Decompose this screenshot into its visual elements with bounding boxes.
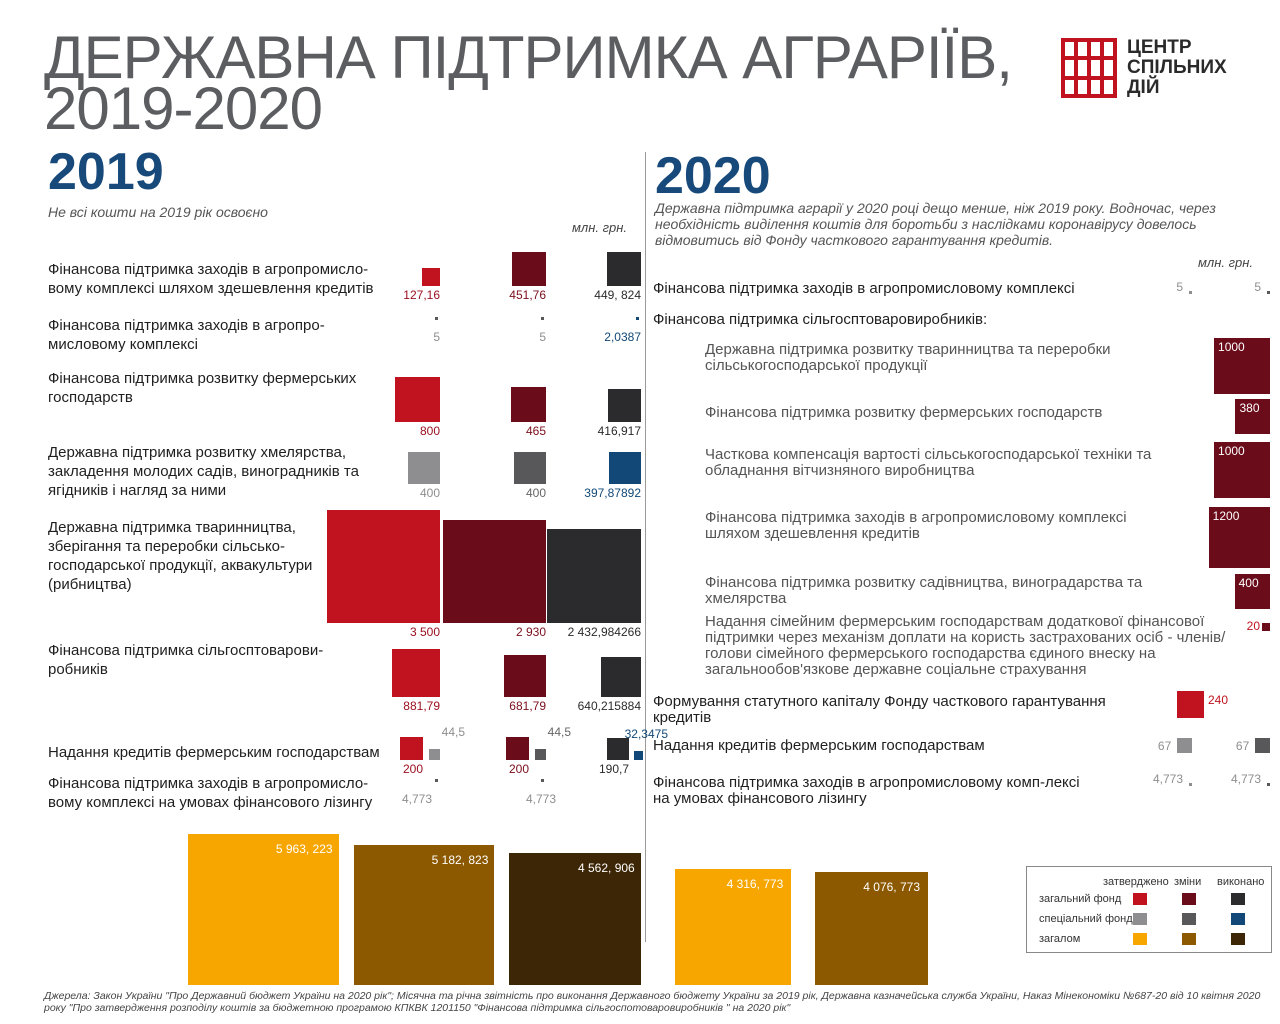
2019-value-farm-credits-general-0: 200 <box>402 762 423 776</box>
2019-value-row0-0: 127,16 <box>403 288 440 302</box>
2019-value-row5-0: 881,79 <box>403 699 440 713</box>
2019-value-row5-1: 681,79 <box>509 699 546 713</box>
legend-row-general: загальний фонд <box>1039 893 1122 905</box>
2020-bar-row8 <box>1177 691 1204 718</box>
2019-value-row0-1: 451,76 <box>509 288 546 302</box>
2019-value-row5-2: 640,215884 <box>577 699 641 713</box>
legend-swatch-special-0 <box>1133 913 1147 925</box>
2019-value-row7-1: 4,773 <box>525 792 556 806</box>
2020-bar-row0-1 <box>1267 291 1270 294</box>
year-2020-note: Державна підтримка аграрії у 2020 році дещо менше, ніж 2019 року. Водночас, через необхідність виділення коштів для боротьби з наслідками коронавірусу довелось відмовитись від Фонду часткового гарантування кредитів. <box>655 200 1216 248</box>
2020-value-row7: 20 <box>1246 619 1260 633</box>
2020-total-value-1: 4 076, 773 <box>863 879 920 894</box>
2019-value-farm-credits-special-0: 44,5 <box>441 725 465 740</box>
2020-bar-row10-1 <box>1267 783 1270 786</box>
row-label-2020-family-farms: Надання сімейним фермерським господарствам додаткової фінансової підтримки через механізм доплати на користь застрахованих осіб - членів/голови сімейного фермерського господарства єдиного внеску на загальнообов'язкове державне соціальне страхування <box>705 613 1226 678</box>
2019-bar-row4-2 <box>547 529 641 623</box>
row-label-2019-farm-credits: Надання кредитів фермерським господарствам <box>48 744 380 761</box>
2019-bar-row5-1 <box>504 655 546 697</box>
legend <box>1026 866 1272 953</box>
2019-value-farm-credits-general-2: 190,7 <box>598 762 629 776</box>
2020-total-value-0: 4 316, 773 <box>726 876 784 891</box>
2019-bar-farm-credits-general-1 <box>506 737 529 760</box>
2019-bar-row1-1 <box>541 317 544 320</box>
2019-value-row4-0: 3 500 <box>409 625 440 639</box>
legend-swatch-general-1 <box>1182 893 1196 905</box>
2020-value-row2: 1000 <box>1218 340 1245 355</box>
row-label-2020-credit-cheapening: Фінансова підтримка заходів в агропромисловому комплексі шляхом здешевлення кредитів <box>705 509 1127 542</box>
2019-value-row3-0: 400 <box>419 486 440 500</box>
2020-value-row10-1: 4,773 <box>1230 772 1261 786</box>
2019-total-bar-0 <box>188 834 339 985</box>
2019-value-row7-0: 4,773 <box>401 792 432 806</box>
2019-value-farm-credits-general-1: 200 <box>508 762 529 776</box>
row-label-2020-farms: Фінансова підтримка розвитку фермерських господарств <box>705 404 1103 421</box>
legend-header-approved: затверджено <box>1103 876 1169 888</box>
2019-bar-row5-0 <box>392 649 440 697</box>
row-label-2019-leasing: Фінансова підтримка заходів в агропромисло-вому комплексі на умовах фінансового лізингу <box>48 775 373 811</box>
legend-swatch-total-2 <box>1231 933 1245 945</box>
2020-value-row9-0: 67 <box>1157 739 1172 753</box>
legend-swatch-special-2 <box>1231 913 1245 925</box>
legend-swatch-total-1 <box>1182 933 1196 945</box>
2019-value-row3-2: 397,87892 <box>584 486 641 500</box>
row-label-2019-agro-complex: Фінансова підтримка заходів в агропро-мисловому комплексі <box>48 317 325 353</box>
2019-bar-row2-1 <box>511 387 546 422</box>
row-label-2020-gardening: Фінансова підтримка розвитку садівництва, виноградарства та хмелярства <box>705 574 1143 607</box>
2020-value-row8: 240 <box>1208 692 1229 707</box>
2019-bar-farm-credits-special-0 <box>429 749 440 760</box>
row-label-2020-producers-header: Фінансова підтримка сільгосптоваровиробників: <box>653 311 988 328</box>
unit-2019: млн. грн. <box>572 220 628 235</box>
2019-value-row3-1: 400 <box>525 486 546 500</box>
2019-bar-farm-credits-general-2 <box>607 738 629 760</box>
2019-bar-farm-credits-special-2 <box>634 751 643 760</box>
2020-bar-row9-1 <box>1255 738 1270 753</box>
row-label-2019-hops-gardens: Державна підтримка розвитку хмелярства, закладення молодих садів, виноградників та ягідників і нагляд за ними <box>48 444 359 499</box>
2020-value-row9-1: 67 <box>1235 739 1250 753</box>
legend-header-changes: зміни <box>1174 876 1202 888</box>
row-label-2020-farm-credits: Надання кредитів фермерським господарствам <box>653 737 985 754</box>
logo-text: ЦЕНТР СПІЛЬНИХ ДІЙ <box>1127 37 1227 98</box>
2019-bar-row7-1 <box>541 779 544 782</box>
legend-swatch-special-1 <box>1182 913 1196 925</box>
2019-bar-row4-1 <box>443 520 546 623</box>
2020-value-row5: 1200 <box>1212 508 1240 523</box>
2019-bar-row1-2 <box>636 317 639 320</box>
legend-header-executed: виконано <box>1217 876 1265 888</box>
2019-value-row2-2: 416,917 <box>597 424 641 438</box>
2019-bar-row4-0 <box>327 510 440 623</box>
2020-bar-row7 <box>1262 623 1270 631</box>
2019-value-farm-credits-special-2: 32,3475 <box>624 726 668 741</box>
2019-bar-row0-0 <box>422 268 440 286</box>
2020-value-row0-1: 5 <box>1254 280 1261 294</box>
2019-bar-row5-2 <box>601 657 641 697</box>
row-label-2019-farms: Фінансова підтримка розвитку фермерських господарств <box>48 370 357 406</box>
row-label-2019-livestock: Державна підтримка тваринництва, зберігання та переробки сільсько-господарської продукції, аквакультури (рибництва) <box>48 519 313 593</box>
unit-2020: млн. грн. <box>1198 255 1254 270</box>
2020-value-row0-0: 5 <box>1176 280 1183 294</box>
row-label-2020-livestock: Державна підтримка розвитку тваринництва та переробки сільськогосподарської продукції <box>705 341 1111 374</box>
row-label-2019-credit-cheapening: Фінансова підтримка заходів в агропромисло-вому комплексі шляхом здешевлення кредитів <box>48 261 374 297</box>
2019-bar-row1-0 <box>435 317 438 320</box>
2019-bar-row0-2 <box>607 252 641 286</box>
2019-value-row1-1: 5 <box>539 330 546 344</box>
2019-value-row2-0: 800 <box>419 424 440 438</box>
row-label-2020-machinery: Часткова компенсація вартості сільськогосподарської техніки та обладнання вітчизняного виробництва <box>705 446 1152 479</box>
row-label-2020-agro-complex: Фінансова підтримка заходів в агропромисловому комплексі <box>653 280 1075 297</box>
2019-bar-row3-2 <box>609 452 641 484</box>
2019-value-row1-2: 2,0387 <box>604 330 641 344</box>
legend-swatch-total-0 <box>1133 933 1147 945</box>
2019-bar-farm-credits-general-0 <box>400 737 423 760</box>
2020-value-row3: 380 <box>1239 401 1260 416</box>
2019-total-value-2: 4 562, 906 <box>578 861 635 876</box>
2019-bar-row2-2 <box>608 389 641 422</box>
2019-bar-row3-0 <box>408 452 440 484</box>
row-label-2020-guarantee-fund: Формування статутного капіталу Фонду часткового гарантування кредитів <box>653 693 1106 726</box>
row-label-2019-producers: Фінансова підтримка сільгосптоварови-робників <box>48 642 324 678</box>
2019-value-row2-1: 465 <box>525 424 546 438</box>
2020-value-row10-0: 4,773 <box>1152 772 1183 786</box>
2019-value-row1-0: 5 <box>433 330 440 344</box>
year-2019-heading: 2019 <box>48 143 164 201</box>
2019-bar-row7-0 <box>435 779 438 782</box>
2019-bar-farm-credits-special-1 <box>535 749 546 760</box>
2019-bar-row2-0 <box>395 377 440 422</box>
2019-value-row4-1: 2 930 <box>515 625 546 639</box>
legend-swatch-general-0 <box>1133 893 1147 905</box>
2019-value-row4-2: 2 432,984266 <box>567 625 641 639</box>
2019-bar-row3-1 <box>514 452 546 484</box>
year-2019-note: Не всі кошти на 2019 рік освоєно <box>48 204 268 220</box>
2019-total-value-0: 5 963, 223 <box>275 842 333 857</box>
2019-value-farm-credits-special-1: 44,5 <box>547 725 571 740</box>
row-label-2020-leasing: Фінансова підтримка заходів в агропромисловому комп-лексі на умовах фінансового лізингу <box>653 774 1080 807</box>
2020-value-row6: 400 <box>1238 575 1259 590</box>
2019-bar-row0-1 <box>512 252 546 286</box>
legend-row-total: загалом <box>1039 933 1081 945</box>
2019-value-row0-2: 449, 824 <box>594 288 641 302</box>
2019-total-value-1: 5 182, 823 <box>431 852 489 867</box>
legend-row-special: спеціальний фонд <box>1039 913 1133 925</box>
2020-value-row4: 1000 <box>1218 444 1245 459</box>
year-2020-heading: 2020 <box>655 147 771 205</box>
legend-swatch-general-2 <box>1231 893 1245 905</box>
page-title: ДЕРЖАВНА ПІДТРИМКА АГРАРІЇВ, 2019-2020 <box>44 24 1012 142</box>
sources-note: Джерела: Закон України "Про Державний бюджет України на 2020 рік"; Місячна та річна звітність про виконання Державного бюджету України за 2019 рік, Державна казначейська служба України, Наказ Мінекономіки №687-20 від 10 квітня 2020 року "Про затвердження розподілу коштів за бюджетною програмою КПКВК 1201150 "Фінансова підтримка сільгоспотоваровиробників " на 2020 рік" <box>44 990 1261 1014</box>
